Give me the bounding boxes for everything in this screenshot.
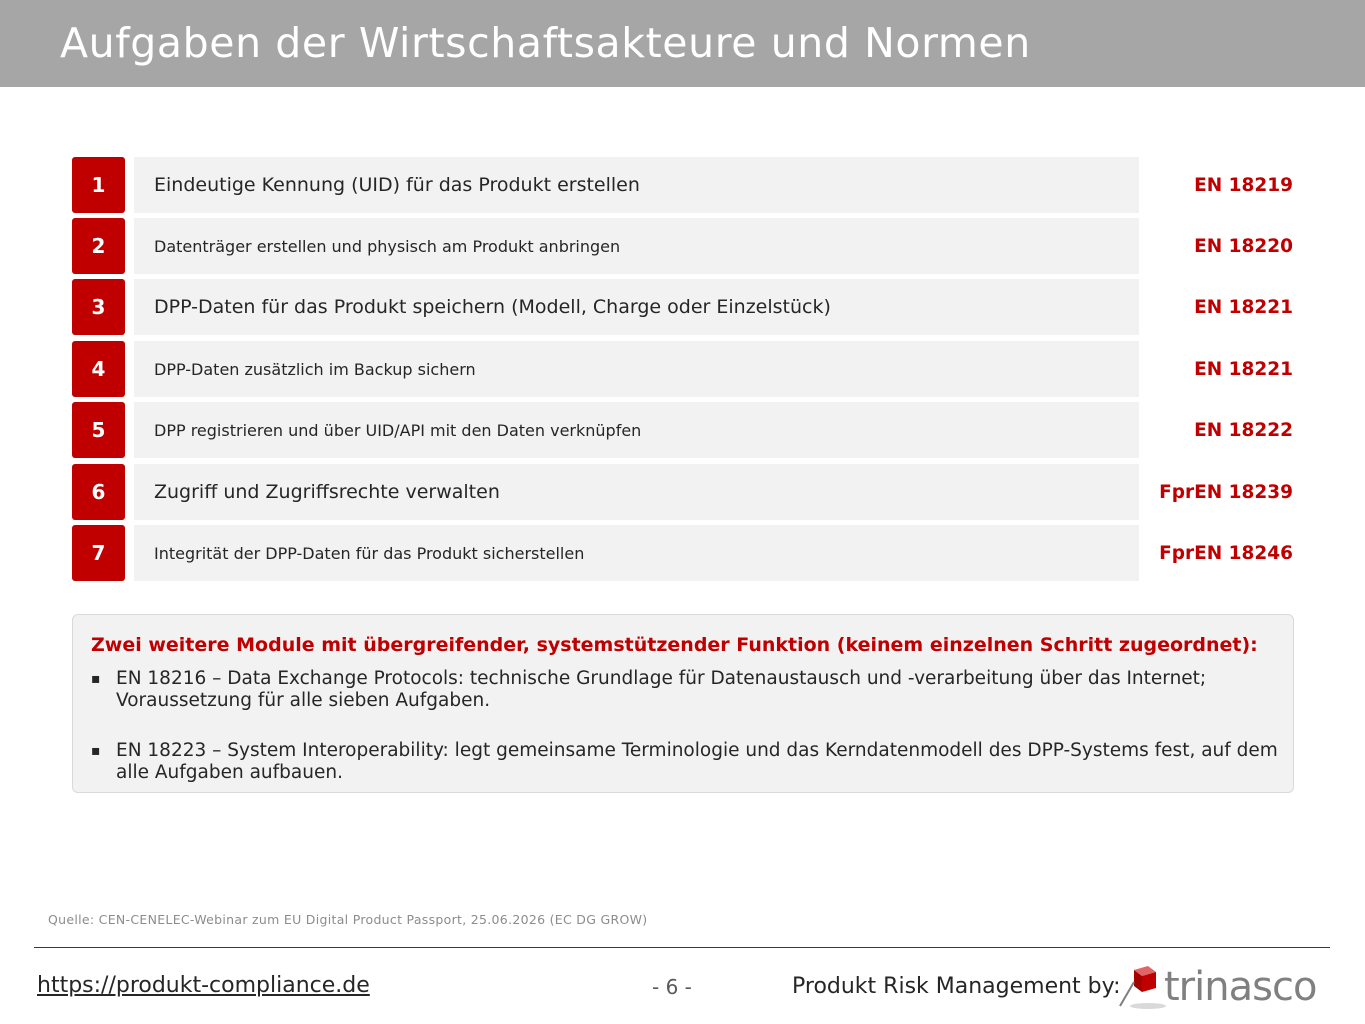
page-title: Aufgaben der Wirtschaftsakteure und Normen <box>60 19 1031 67</box>
norm-label: FprEN 18246 <box>1159 542 1293 564</box>
norm-label: EN 18219 <box>1194 174 1293 196</box>
norm-label: FprEN 18239 <box>1159 481 1293 503</box>
managed-by-label: Produkt Risk Management by: <box>792 974 1121 999</box>
norm-label: EN 18221 <box>1194 358 1293 380</box>
task-number-badge: 7 <box>72 525 125 581</box>
bullet-icon: ▪ <box>91 671 101 687</box>
task-row-7 <box>72 525 1302 581</box>
trinasco-logo <box>1118 962 1333 1012</box>
task-number-badge: 4 <box>72 341 125 397</box>
norm-label: EN 18220 <box>1194 235 1293 257</box>
task-number-badge: 5 <box>72 402 125 458</box>
task-text: Zugriff und Zugriffsrechte verwalten <box>134 464 1139 520</box>
task-row-6 <box>72 464 1302 520</box>
bullet-icon: ▪ <box>91 743 101 759</box>
modules-heading: Zwei weitere Module mit übergreifender, systemstützender Funktion (keinem einzelnen Schritt zugeordnet): <box>91 634 1258 656</box>
task-row-2 <box>72 218 1302 274</box>
module-text: EN 18223 – System Interoperability: legt gemeinsame Terminologie und das Kerndatenmodell des DPP-Systems fest, auf dem alle Aufgaben aufbauen. <box>116 740 1278 783</box>
task-text: Datenträger erstellen und physisch am Produkt anbringen <box>134 218 1139 274</box>
modules-box <box>72 614 1294 793</box>
page-number: - 6 - <box>652 975 692 999</box>
logo-wordmark: trinasco <box>1164 964 1317 1010</box>
footer-divider <box>34 947 1330 948</box>
task-number-badge: 3 <box>72 279 125 335</box>
norm-label: EN 18222 <box>1194 419 1293 441</box>
task-text: Integrität der DPP-Daten für das Produkt sicherstellen <box>134 525 1139 581</box>
source-note: Quelle: CEN-CENELEC-Webinar zum EU Digital Product Passport, 25.06.2026 (EC DG GROW) <box>48 912 648 927</box>
website-link[interactable]: https://produkt-compliance.de <box>37 973 370 998</box>
task-number-badge: 2 <box>72 218 125 274</box>
norm-label: EN 18221 <box>1194 296 1293 318</box>
task-row-1 <box>72 157 1302 213</box>
task-row-5 <box>72 402 1302 458</box>
task-text: Eindeutige Kennung (UID) für das Produkt erstellen <box>134 157 1139 213</box>
task-row-4 <box>72 341 1302 397</box>
module-item <box>91 740 1281 784</box>
task-text: DPP-Daten zusätzlich im Backup sichern <box>134 341 1139 397</box>
module-item <box>91 668 1281 712</box>
task-number-badge: 1 <box>72 157 125 213</box>
title-bar <box>0 0 1365 87</box>
task-row-3 <box>72 279 1302 335</box>
module-text: EN 18216 – Data Exchange Protocols: technische Grundlage für Datenaustausch und -verarbeitung über das Internet; Voraussetzung für alle sieben Aufgaben. <box>116 668 1207 711</box>
task-text: DPP-Daten für das Produkt speichern (Modell, Charge oder Einzelstück) <box>134 279 1139 335</box>
cube-icon <box>1120 966 1166 1009</box>
task-text: DPP registrieren und über UID/API mit den Daten verknüpfen <box>134 402 1139 458</box>
task-number-badge: 6 <box>72 464 125 520</box>
